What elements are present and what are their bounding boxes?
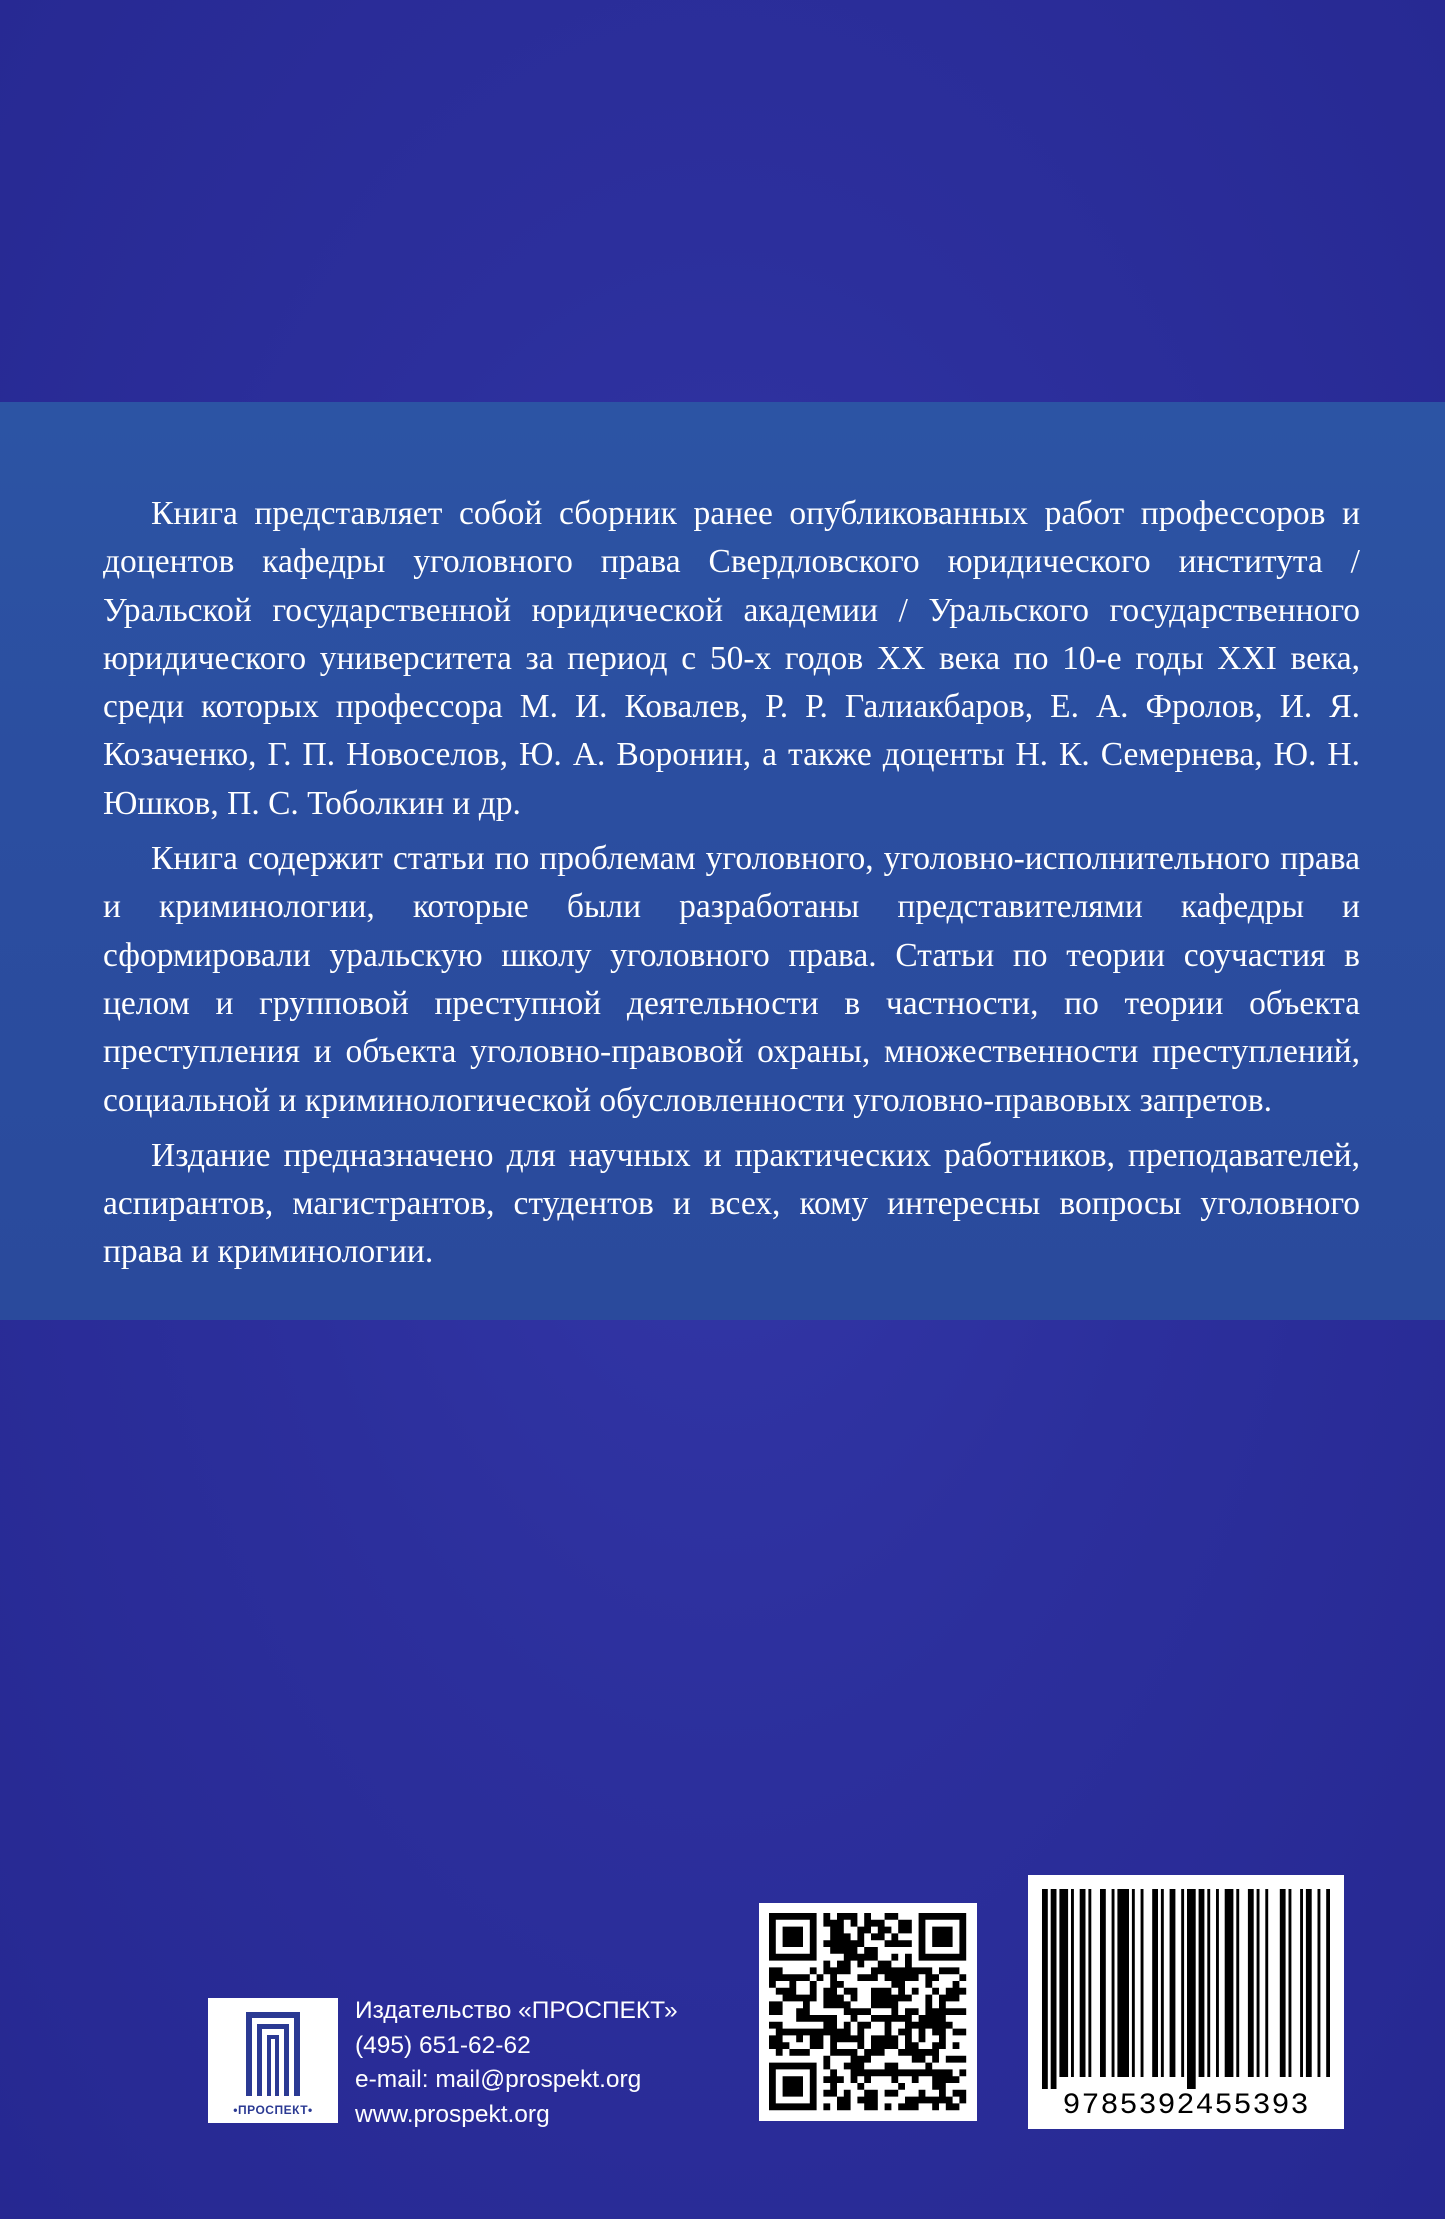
barcode-bar <box>1141 1889 1144 2077</box>
barcode-bar <box>1059 1889 1068 2077</box>
publisher-phone: (495) 651-62-62 <box>355 2031 531 2059</box>
qr-code <box>759 1903 977 2121</box>
barcode-bar <box>1100 1889 1106 2077</box>
barcode-bar <box>1306 1889 1312 2077</box>
annotation-text <box>103 490 1360 1284</box>
isbn-barcode <box>1028 1875 1344 2129</box>
barcode-bar <box>1225 1889 1234 2077</box>
barcode-bar <box>1257 1889 1260 2077</box>
barcode-bar <box>1088 1889 1091 2077</box>
barcode-bar <box>1300 1889 1303 2077</box>
barcode-bar <box>1080 1889 1086 2077</box>
barcode-bar <box>1280 1889 1286 2077</box>
barcode-bar <box>1289 1889 1292 2077</box>
publisher-website[interactable]: www.prospekt.org <box>355 2100 550 2128</box>
barcode-bar <box>1199 1889 1205 2077</box>
annotation-paragraph-3: Издание предназначено для научных и практических работников, преподавателей, аспирантов, магистрантов, студентов и всех, кому интересны вопросы уголовного права и криминологии. <box>103 1136 1360 1271</box>
qr-code-icon <box>759 1903 977 2121</box>
barcode-bar <box>1216 1889 1219 2077</box>
isbn-number: 9785392455393 <box>1062 2089 1310 2123</box>
publisher-name: Издательство «ПРОСПЕКТ» <box>355 1997 678 2024</box>
barcode-bar <box>1112 1889 1115 2077</box>
barcode-bar <box>1207 1889 1210 2077</box>
barcode-bar <box>1051 1889 1057 2089</box>
barcode-bar <box>1071 1889 1074 2077</box>
barcode-bar <box>1117 1889 1129 2077</box>
barcode-bar <box>1318 1889 1321 2077</box>
publisher-logo <box>208 1998 338 2123</box>
barcode-bar <box>1326 1889 1330 2077</box>
barcode-bar <box>1236 1889 1239 2077</box>
barcode-bar <box>1187 1889 1196 2089</box>
barcode-bar <box>1042 1889 1048 2089</box>
barcode-bar <box>1181 1889 1184 2077</box>
barcode-bar <box>1248 1889 1254 2077</box>
barcode-bar <box>1132 1889 1135 2077</box>
publisher-contacts <box>355 1994 678 2132</box>
annotation-paragraph-1: Книга представляет собой сборник ранее опубликованных работ профессоров и доцентов кафедры уголовного права Свердловского юридического института / Уральской государственной юридической академии / Уральского государственного юридического университета за период с 50-х годов XX века по 10-е годы XXI века, среди которых профессора М. И. Ковалев, Р. Р. Галиакбаров, Е. А. Фролов, И. Я. Козаченко, Г. П. Новоселов, Ю. А. Воронин, а также доценты Н. К. Семернева, Ю. Н. Юшков, П. С. Тоболкин и др. <box>103 495 1360 822</box>
publisher-email[interactable]: e-mail: mail@prospekt.org <box>355 2066 642 2093</box>
publisher-logo-text: •ПРОСПЕКТ• <box>233 2103 313 2117</box>
barcode-bar <box>1265 1889 1268 2077</box>
barcode-bar <box>1152 1889 1158 2077</box>
barcode-bar <box>1161 1889 1164 2077</box>
annotation-paragraph-2: Книга содержит статьи по проблемам уголовного, уголовно-исполнительного права и криминологии, которые были разработаны представителями кафедры и сформировали уральскую школу уголовного права. Статьи по теории соучастия в целом и групповой преступной деятельности в частности, по теории объекта преступления и объекта уголовно-правовой охраны, множественности преступлений, социальной и криминологической обусловленности уголовно-правовых запретов. <box>103 840 1360 1119</box>
barcode-bar <box>1170 1889 1176 2077</box>
